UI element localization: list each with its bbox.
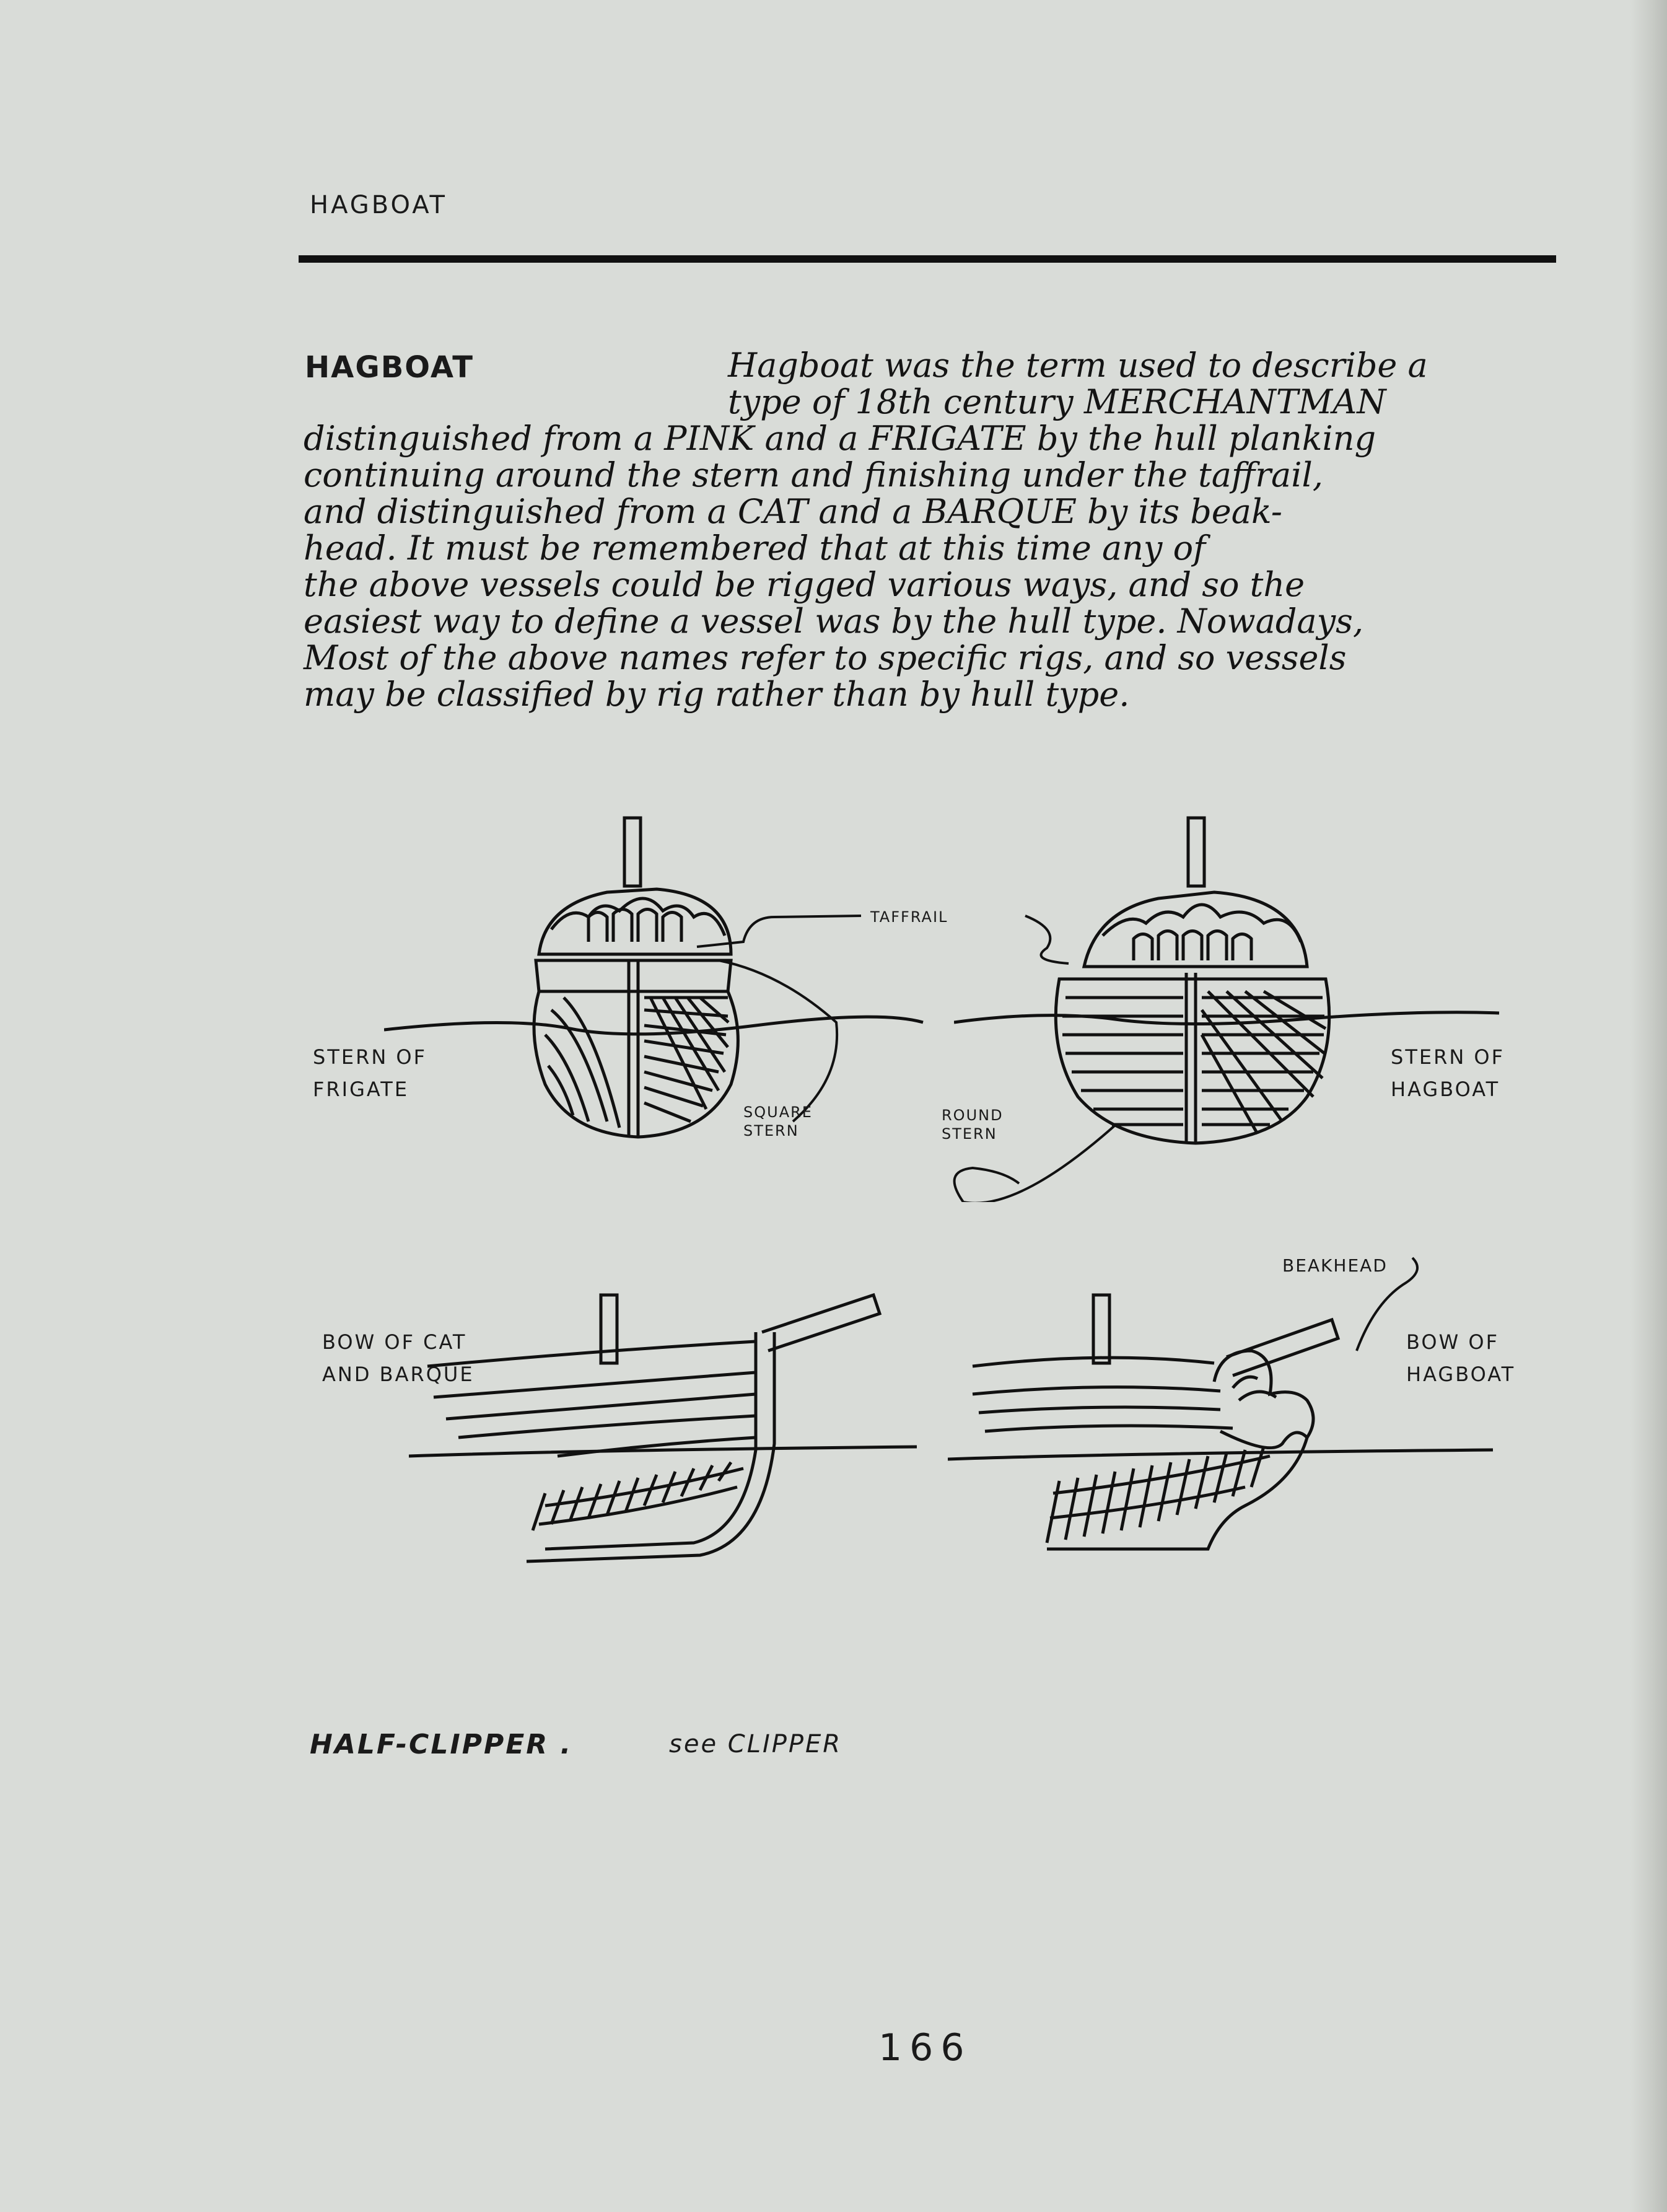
bow-of-hagboat-label: BOW OF HAGBOAT (1406, 1330, 1516, 1386)
body-line: distinguished from a PINK and a FRIGATE by the hull planking (304, 419, 1376, 458)
page-number: 166 (878, 2026, 972, 2069)
body-line: head. It must be remembered that at this time any of (304, 529, 1206, 568)
cat-barque-bow-illustration (409, 1258, 917, 1568)
beakhead-label: BEAKHEAD (1282, 1255, 1388, 1276)
taffrail-label: TAFFRAIL (870, 908, 948, 926)
page-edge (1630, 0, 1667, 2212)
body-line: the above vessels could be rigged various ways, and so the (304, 565, 1305, 604)
stern-of-frigate-label: STERN OF FRIGATE (313, 1045, 427, 1101)
body-line: easiest way to define a vessel was by the hull type. Nowadays, (304, 602, 1363, 641)
body-line: Hagboat was the term used to describe a (728, 346, 1428, 385)
square-stern-label: SQUARE STERN (743, 1104, 813, 1139)
body-line: may be classified by rig rather than by hull type. (304, 675, 1130, 714)
body-line: continuing around the stern and finishing under the taffrail, (304, 455, 1323, 494)
body-line: and distinguished from a CAT and a BARQUE by its beak- (304, 492, 1282, 531)
stern-of-hagboat-label: STERN OF HAGBOAT (1391, 1045, 1505, 1101)
cross-reference-see: see CLIPPER (669, 1730, 842, 1758)
round-stern-label: ROUND STERN (942, 1107, 1004, 1143)
header-rule (299, 255, 1556, 263)
running-head: HAGBOAT (310, 191, 447, 219)
bow-of-cat-label: BOW OF CAT AND BARQUE (322, 1330, 475, 1386)
body-line: type of 18th century MERCHANTMAN (728, 382, 1386, 421)
body-line: Most of the above names refer to specific rigs, and so vessels (304, 638, 1347, 677)
cross-reference-headword: HALF-CLIPPER . (310, 1729, 573, 1760)
entry-body (304, 347, 1592, 713)
entry-headword: HAGBOAT (305, 350, 474, 385)
leader-lines (681, 880, 1115, 1202)
